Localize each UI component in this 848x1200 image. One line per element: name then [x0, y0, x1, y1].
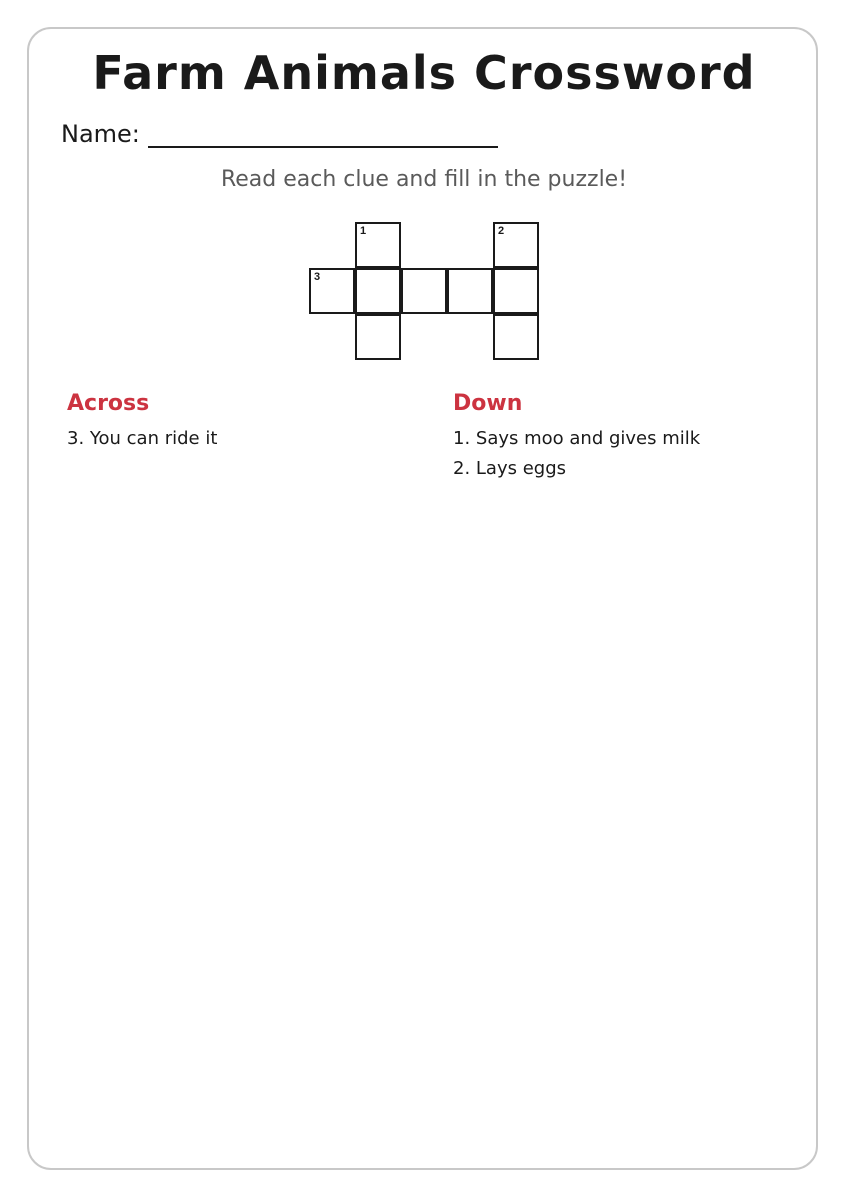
across-heading: Across: [67, 391, 150, 416]
worksheet-title: Farm Animals Crossword: [92, 46, 756, 100]
name-field: [61, 118, 498, 148]
across-clues: [67, 391, 217, 454]
down-clue-1: 1. Says moo and gives milk: [453, 428, 701, 449]
crossword-cell[interactable]: [355, 268, 401, 314]
clue-number: 3: [314, 271, 321, 283]
crossword-cell[interactable]: [309, 268, 355, 314]
across-clue-3: 3. You can ride it: [67, 428, 218, 449]
crossword-cell[interactable]: [493, 222, 539, 268]
page-frame: [27, 27, 818, 1170]
clue-number: 1: [360, 225, 367, 237]
crossword-cell[interactable]: [493, 268, 539, 314]
crossword-cell[interactable]: [355, 314, 401, 360]
name-write-line[interactable]: [148, 118, 498, 148]
name-label: Name:: [61, 120, 140, 148]
instructions: Read each clue and fill in the puzzle!: [220, 167, 628, 192]
clue-number: 2: [498, 225, 505, 237]
down-heading: Down: [453, 391, 523, 416]
crossword-cell[interactable]: [401, 268, 447, 314]
down-clues: [453, 391, 700, 484]
crossword-cell[interactable]: [447, 268, 493, 314]
crossword-cell[interactable]: [493, 314, 539, 360]
down-clue-2: 2. Lays eggs: [453, 458, 567, 479]
crossword-cell[interactable]: [355, 222, 401, 268]
